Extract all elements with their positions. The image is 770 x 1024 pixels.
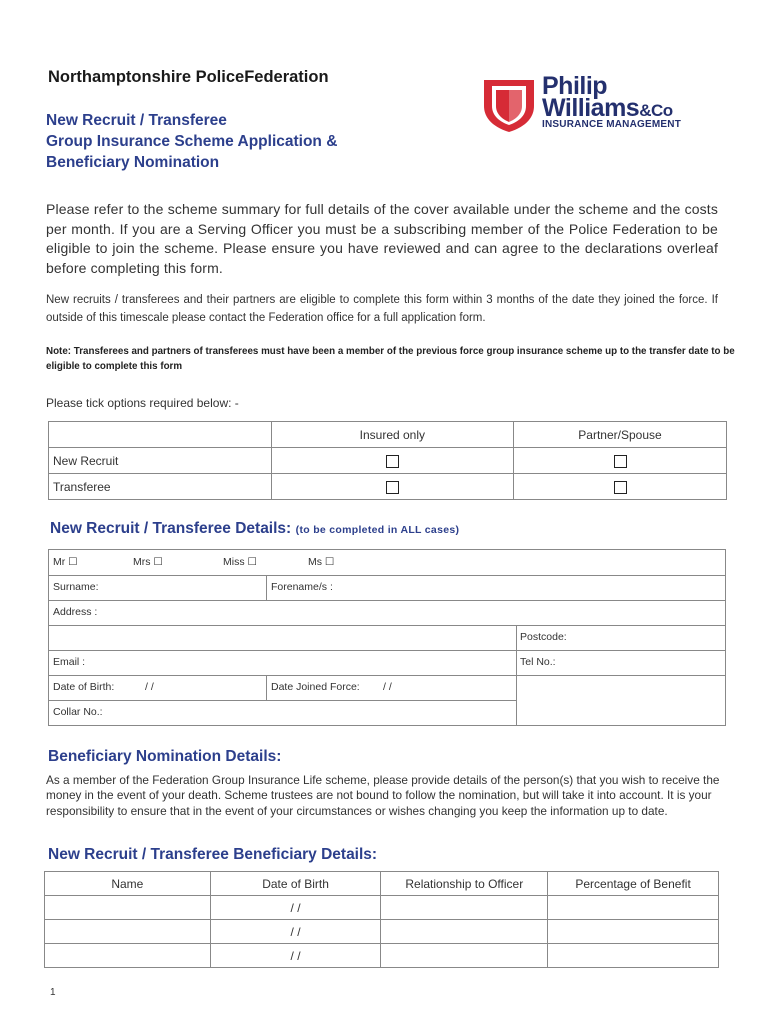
title-mr[interactable]: Mr ☐ — [53, 556, 78, 568]
address-row — [49, 600, 725, 626]
email-field[interactable]: Email : — [53, 656, 86, 668]
col-name: Name — [45, 872, 211, 896]
beneficiary-percentage-input[interactable] — [548, 944, 719, 968]
date-joined-field[interactable]: Date Joined Force: — [271, 681, 360, 693]
eligibility-paragraph: New recruits / transferees and their partners are eligible to complete this form within 3 months of the date they joined the force. If outside of this timescale please contact the Federation office for a full application form. — [46, 294, 718, 324]
option-row-transferee — [49, 474, 727, 500]
transferee-note: Note: Transferees and partners of transferees must have been a member of the previous force group insurance scheme up to the transfer date to be eligible to complete this form — [46, 346, 735, 372]
transferee-insured-checkbox[interactable] — [386, 481, 399, 494]
beneficiary-header-row — [45, 872, 719, 896]
beneficiary-dob-input[interactable]: / / — [210, 944, 381, 968]
logo-line-1: Philip — [542, 72, 608, 100]
col-percentage: Percentage of Benefit — [548, 872, 719, 896]
beneficiary-table-heading: New Recruit / Transferee Beneficiary Details: — [48, 846, 378, 863]
details-heading-text: New Recruit / Transferee Details: — [50, 520, 292, 537]
divider — [266, 575, 267, 600]
col-relationship: Relationship to Officer — [381, 872, 548, 896]
title-line-3: Beneficiary Nomination — [46, 154, 220, 171]
details-subheading: (to be completed in ALL cases) — [295, 524, 460, 536]
beneficiary-relationship-input[interactable] — [381, 920, 548, 944]
beneficiary-dob-input[interactable]: / / — [210, 896, 381, 920]
beneficiary-percentage-input[interactable] — [548, 896, 719, 920]
collar-row — [49, 700, 517, 725]
options-header-blank — [49, 422, 272, 448]
beneficiary-row — [45, 896, 719, 920]
beneficiary-row — [45, 944, 719, 968]
divider — [516, 625, 517, 725]
name-row — [49, 575, 725, 601]
surname-field[interactable]: Surname: — [53, 581, 99, 593]
title-mrs[interactable]: Mrs ☐ — [133, 556, 163, 568]
options-header-insured: Insured only — [271, 422, 513, 448]
tel-field[interactable]: Tel No.: — [520, 656, 556, 668]
transferee-partner-checkbox[interactable] — [614, 481, 627, 494]
col-dob: Date of Birth — [210, 872, 381, 896]
address-field[interactable]: Address : — [53, 606, 98, 618]
beneficiary-name-input[interactable] — [45, 944, 211, 968]
dob-field[interactable]: Date of Birth: — [53, 681, 115, 693]
new-recruit-partner-checkbox[interactable] — [614, 455, 627, 468]
title-line-1: New Recruit / Transferee — [46, 112, 227, 129]
option-label: Transferee — [49, 474, 272, 500]
organisation-name: Northamptonshire PoliceFederation — [48, 68, 329, 86]
beneficiary-text: As a member of the Federation Group Insurance Life scheme, please provide details of the person(s) that you wish to receive the money in the event of your death. Scheme trustees are not bound to follow the nomination, but will take it into account. It is your responsibility to ensure that in the event of your circumstances or wishes changing you keep the information up to date. — [46, 773, 720, 818]
beneficiary-name-input[interactable] — [45, 920, 211, 944]
forename-field[interactable]: Forename/s : — [271, 581, 333, 593]
postcode-field[interactable]: Postcode: — [520, 631, 567, 643]
logo-williams: Williams — [542, 94, 640, 122]
new-recruit-insured-checkbox[interactable] — [386, 455, 399, 468]
options-table — [48, 421, 727, 500]
beneficiary-relationship-input[interactable] — [381, 944, 548, 968]
beneficiary-dob-input[interactable]: / / — [210, 920, 381, 944]
title-line-2: Group Insurance Scheme Application & — [46, 133, 338, 150]
option-row-new-recruit — [49, 448, 727, 474]
divider — [266, 675, 267, 700]
options-header-partner: Partner/Spouse — [514, 422, 727, 448]
beneficiary-relationship-input[interactable] — [381, 896, 548, 920]
shield-logo-icon — [480, 76, 538, 134]
option-label: New Recruit — [49, 448, 272, 474]
intro-paragraph: Please refer to the scheme summary for full details of the cover available under the scheme and the costs per month. If you are a Serving Officer you must be a subscribing member of the Police Federation to be eligible to join the scheme. Please ensure you have reviewed and can agree to the declarations overleaf before completing this form. — [46, 201, 718, 276]
collar-field[interactable]: Collar No.: — [53, 706, 103, 718]
dates-row — [49, 675, 517, 701]
address-row-2 — [49, 625, 725, 651]
beneficiary-name-input[interactable] — [45, 896, 211, 920]
details-form — [48, 549, 726, 726]
details-heading — [50, 520, 459, 538]
title-row — [49, 550, 725, 576]
joined-slashes: / / — [383, 681, 392, 693]
beneficiary-heading: Beneficiary Nomination Details: — [48, 748, 282, 765]
philip-williams-logo — [480, 72, 710, 134]
options-header-row — [49, 422, 727, 448]
form-title — [46, 110, 337, 173]
page-number: 1 — [50, 987, 56, 998]
tick-options-instruction: Please tick options required below: - — [46, 396, 239, 410]
dob-slashes: / / — [145, 681, 154, 693]
title-miss[interactable]: Miss ☐ — [223, 556, 257, 568]
beneficiary-table — [44, 871, 719, 968]
title-ms[interactable]: Ms ☐ — [308, 556, 335, 568]
contact-row — [49, 650, 725, 676]
logo-line-3: INSURANCE MANAGEMENT — [542, 119, 681, 130]
beneficiary-percentage-input[interactable] — [548, 920, 719, 944]
logo-co: &Co — [639, 101, 673, 120]
beneficiary-row — [45, 920, 719, 944]
